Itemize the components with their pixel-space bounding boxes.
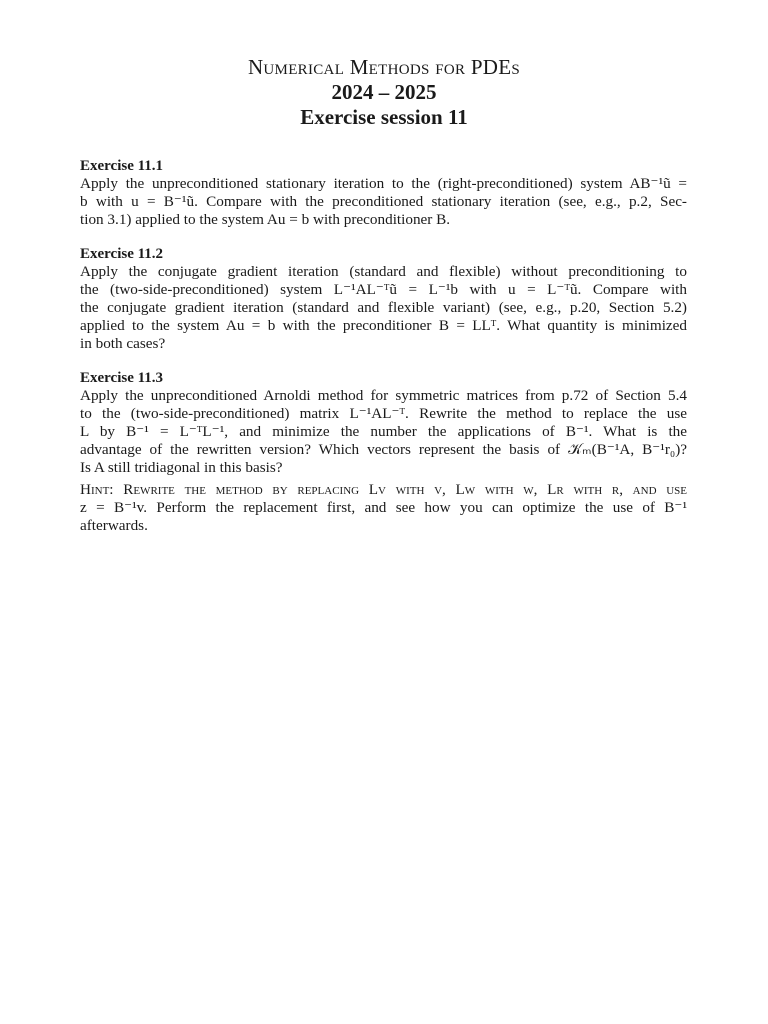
course-title: Numerical Methods for PDEs <box>247 55 521 79</box>
exercise-text-line: Apply the unpreconditioned stationary iteration to the (right-preconditioned) system AB⁻¹ũ = <box>80 175 687 192</box>
academic-year: 2024 – 2025 <box>331 80 437 104</box>
exercise-text-line: to the (two-side-preconditioned) matrix L⁻¹AL⁻ᵀ. Rewrite the method to replace the use <box>80 405 687 422</box>
exercise-text-line: Is A still tridiagonal in this basis? <box>80 459 283 476</box>
exercise-11-3 <box>80 369 687 535</box>
exercise-title: Exercise 11.2 <box>80 246 164 262</box>
exercise-text-line: in both cases? <box>80 335 166 352</box>
hint-line: Hint: Rewrite the method by replacing Lv with v, Lw with w, Lr with r, and use <box>80 481 687 498</box>
session-title: Exercise session 11 <box>300 105 468 129</box>
exercise-text-line: Apply the conjugate gradient iteration (standard and flexible) without preconditioning to <box>80 263 687 280</box>
exercise-text-line: the conjugate gradient iteration (standard and flexible variant) (see, e.g., p.20, Section 5.2) <box>80 299 687 316</box>
exercise-title: Exercise 11.1 <box>80 158 164 174</box>
hint-line: afterwards. <box>80 517 148 534</box>
exercise-text-line: applied to the system Au = b with the preconditioner B = LLᵀ. What quantity is minimized <box>80 317 687 334</box>
exercise-text-line: Apply the unpreconditioned Arnoldi method for symmetric matrices from p.72 of Section 5.4 <box>80 387 687 404</box>
exercise-text-line: tion 3.1) applied to the system Au = b with preconditioner B. <box>80 211 451 228</box>
exercise-title: Exercise 11.3 <box>80 370 164 386</box>
exercise-text-line: the (two-side-preconditioned) system L⁻¹AL⁻ᵀũ = L⁻¹b with u = L⁻ᵀũ. Compare with <box>80 281 687 298</box>
exercise-text-line: b with u = B⁻¹ũ. Compare with the preconditioned stationary iteration (see, e.g., p.2, Sec- <box>80 193 687 210</box>
exercise-text-line: L by B⁻¹ = L⁻ᵀL⁻¹, and minimize the number the applications of B⁻¹. What is the <box>80 423 687 440</box>
exercise-11-1 <box>80 157 687 229</box>
exercise-text-line: advantage of the rewritten version? Which vectors represent the basis of 𝒦ₘ(B⁻¹A, B⁻¹r₀)? <box>80 441 687 458</box>
hint-line: z = B⁻¹v. Perform the replacement first, and see how you can optimize the use of B⁻¹ <box>80 499 687 516</box>
exercise-11-2 <box>80 245 687 353</box>
document-header <box>0 54 768 130</box>
